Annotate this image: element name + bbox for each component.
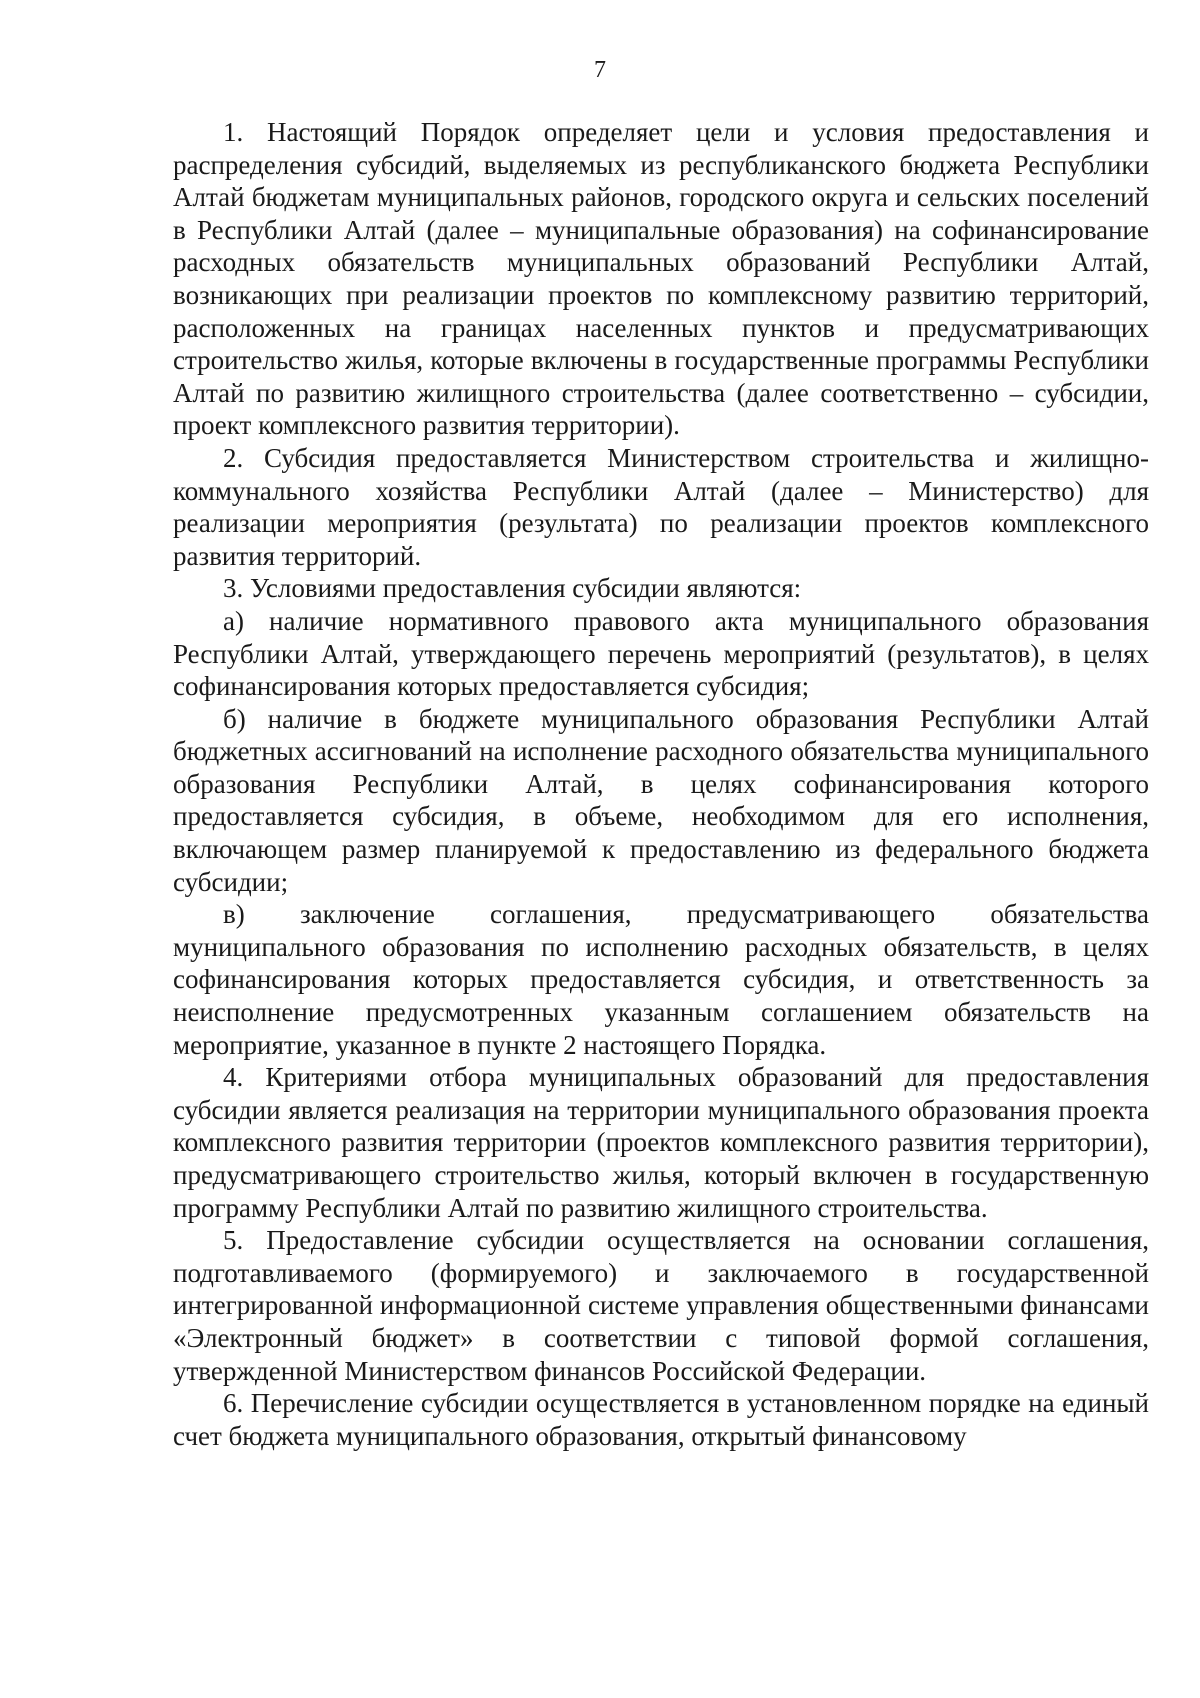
- paragraph-2: 2. Субсидия предоставляется Министерством строительства и жилищно-коммунального хозяйства Республики Алтай (далее – Министерство) для реализации мероприятия (результата) по реализации проектов комплексного развития территорий.: [173, 442, 1149, 571]
- document-body: [173, 116, 1149, 1452]
- paragraph-3a: а) наличие нормативного правового акта муниципального образования Республики Алтай, утверждающего перечень мероприятий (результатов), в целях софинансирования которых предоставляется субсидия;: [173, 605, 1149, 702]
- paragraph-3: 3. Условиями предоставления субсидии являются:: [223, 573, 802, 604]
- paragraph-4: 4. Критериями отбора муниципальных образований для предоставления субсидии является реализация на территории муниципального образования проекта комплексного развития территории (проектов комплексного развития территории), предусматривающего строительство жилья, который включен в государственную программу Республики Алтай по развитию жилищного строительства.: [173, 1062, 1149, 1223]
- paragraph-5: 5. Предоставление субсидии осуществляется на основании соглашения, подготавливаемого (формируемого) и заключаемого в государственной интегрированной информационной системе управления общественными финансами «Электронный бюджет» в соответствии с типовой формой соглашения, утвержденной Министерством финансов Российской Федерации.: [173, 1225, 1149, 1386]
- paragraph-3b: б) наличие в бюджете муниципального образования Республики Алтай бюджетных ассигнований на исполнение расходного обязательства муниципального образования Республики Алтай, в целях софинансирования которого предоставляется субсидия, в объеме, необходимом для его исполнения, включающем размер планируемой к предоставлению из федерального бюджета субсидии;: [173, 703, 1149, 897]
- paragraph-3v: в) заключение соглашения, предусматривающего обязательства муниципального образования по исполнению расходных обязательств, в целях софинансирования которых предоставляется субсидия, и ответственность за неисполнение предусмотренных указанным соглашением обязательств на мероприятие, указанное в пункте 2 настоящего Порядка.: [173, 899, 1149, 1060]
- paragraph-6: 6. Перечисление субсидии осуществляется в установленном порядке на единый счет бюджета муниципального образования, открытый финансовому: [173, 1388, 1149, 1451]
- paragraph-1: 1. Настоящий Порядок определяет цели и условия предоставления и распределения субсидий, выделяемых из республиканского бюджета Республики Алтай бюджетам муниципальных районов, городского округа и сельских поселений в Республики Алтай (далее – муниципальные образования) на софинансирование расходных обязательств муниципальных образований Республики Алтай, возникающих при реализации проектов по комплексному развитию территорий, расположенных на границах населенных пунктов и предусматривающих строительство жилья, которые включены в государственные программы Республики Алтай по развитию жилищного строительства (далее соответственно – субсидии, проект комплексного развития территории).: [173, 117, 1149, 441]
- page-number: 7: [594, 57, 606, 83]
